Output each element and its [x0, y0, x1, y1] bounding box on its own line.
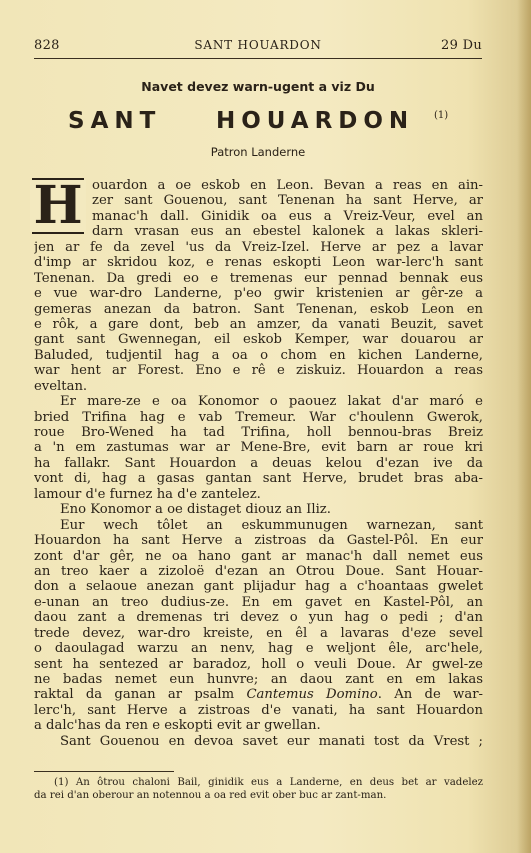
text-line: darn vrasan eus an ebestel kalonek a lakas skleri- [92, 224, 483, 240]
text-line: lerc'h, sant Herve a zistroas d'e vanati, ha sant Houardon [34, 702, 483, 718]
text-line: an treo kaer a zizoloë d'ezan an Otrou Doue. Sant Houar- [34, 563, 483, 579]
text-line: ha fallakr. Sant Houardon a deuas kelou d'ezan ive da [34, 455, 483, 471]
page-number: 828 [34, 38, 60, 53]
footnote-line: (1) An ôtrou chaloni Bail, ginidik eus a Landerne, en deus bet ar vadelez [54, 777, 483, 788]
text-line: raktal da ganan ar psalm Cantemus Domino. An de war- [34, 687, 483, 703]
text-line: d'imp ar skridou koz, e renas eskopti Leon war-lerc'h sant [34, 255, 483, 271]
text-line: daou zant a dremenas tri devez o yun hag o pedi ; d'an [34, 610, 483, 626]
footnote-line: da rei d'an oberour an notennou a oa red evit ober buc ar zant-man. [34, 790, 387, 801]
title-word-sant: SANT [68, 108, 162, 134]
text-line: Eno Konomor a oe distaget diouz an Iliz. [60, 502, 331, 518]
text-line: war hent ar Forest. Eno e rê e ziskuiz. Houardon a reas [34, 363, 483, 379]
text-line: Er mare-ze e oa Konomor o paouez lakat d'ar maró e [60, 394, 483, 410]
text-line: sent ha sentezed ar baradoz, holl o veuli Doue. Ar gwel-ze [34, 656, 483, 672]
text-line: e rôk, a gare dont, beb an amzer, da vanati Beuzit, savet [34, 316, 483, 332]
page-edge-shadow [517, 0, 531, 853]
body-text [34, 178, 483, 749]
text-line: gemeras anezan da batron. Sant Tenenan, eskob Leon en [34, 301, 483, 317]
text-line: bried Trifina hag e vab Tremeur. War c'houlenn Gwerok, [34, 409, 483, 425]
footnote-rule [34, 771, 174, 772]
header-rule [34, 58, 482, 59]
text-line: zer sant Gouenou, sant Tenenan ha sant Herve, ar [92, 193, 483, 209]
text-line: e vue war-dro Landerne, p'eo gwir kristenien ar gêr-ze a [34, 286, 483, 302]
title-footnote-marker: (1) [434, 110, 449, 121]
dropcap-letter: H [30, 180, 85, 232]
text-line: Houardon ha sant Herve a zistroas da Gastel-Pôl. En eur [34, 533, 483, 549]
text-line: ne badas nemet eun hunvre; an daou zant en em lakas [34, 672, 483, 687]
month-heading: Navet devez warn-ugent a viz Du [141, 79, 375, 94]
text-line: o daoulagad warzu an nenv, hag e weljont êle, arc'hele, [34, 641, 483, 657]
text-line: roue Bro-Wened ha tad Trifina, holl bennou-bras Breiz [34, 425, 483, 440]
psalm-title: Cantemus Domino [246, 687, 378, 703]
text-line: jen ar fe da zevel 'us da Vreiz-Izel. Herve ar pez a lavar [34, 239, 483, 255]
text-line: eveltan. [34, 378, 88, 394]
text-line: ouardon a oe eskob en Leon. Bevan a reas en ain- [92, 178, 483, 193]
text-line: lamour d'e furnez ha d'e zantelez. [34, 486, 261, 502]
title-word-houardon: HOUARDON [216, 108, 415, 134]
text-line: a 'n em zastumas war ar Mene-Bre, evit barn ar roue kri [34, 440, 483, 456]
dropcap-initial [32, 175, 84, 236]
text-line: manac'h dall. Ginidik oa eus a Vreiz-Veur, evel an [92, 208, 483, 224]
text-line: a dalc'has da ren e eskopti evit ar gwellan. [34, 718, 321, 734]
text-line: trede devez, war-dro kreiste, en êl a lavaras d'eze sevel [34, 625, 483, 641]
footnote [34, 776, 483, 802]
text-line: Sant Gouenou en devoa savet eur manati tost da Vrest ; [60, 733, 483, 749]
text-line: Baluded, tudjentil hag a oa o chom en kichen Landerne, [34, 347, 483, 363]
text-line: Tenenan. Da gredi eo e tremenas eur pennad bennak eus [34, 270, 483, 286]
text-line: zont d'ar gêr, ne oa hano gant ar manac'h dall nemet eus [34, 548, 483, 564]
saint-title [34, 108, 482, 138]
running-title: SANT HOUARDON [194, 38, 322, 52]
text-line: vont di, hag a gasas gantan sant Herve, brudet bras aba- [34, 471, 483, 487]
header-date: 29 Du [441, 38, 482, 53]
subtitle: Patron Landerne [210, 145, 306, 159]
running-header [34, 38, 482, 56]
text-line: don a selaoue anezan gant plijadur hag a c'hoantaas gwelet [34, 579, 483, 595]
text-line: gant sant Gwennegan, eil eskob Kemper, war douarou ar [34, 332, 483, 348]
text-line: e-unan an treo dudius-ze. En em gavet en Kastel-Pôl, an [34, 594, 483, 610]
text-line: Eur wech tôlet an eskummunugen warnezan, sant [60, 517, 483, 533]
